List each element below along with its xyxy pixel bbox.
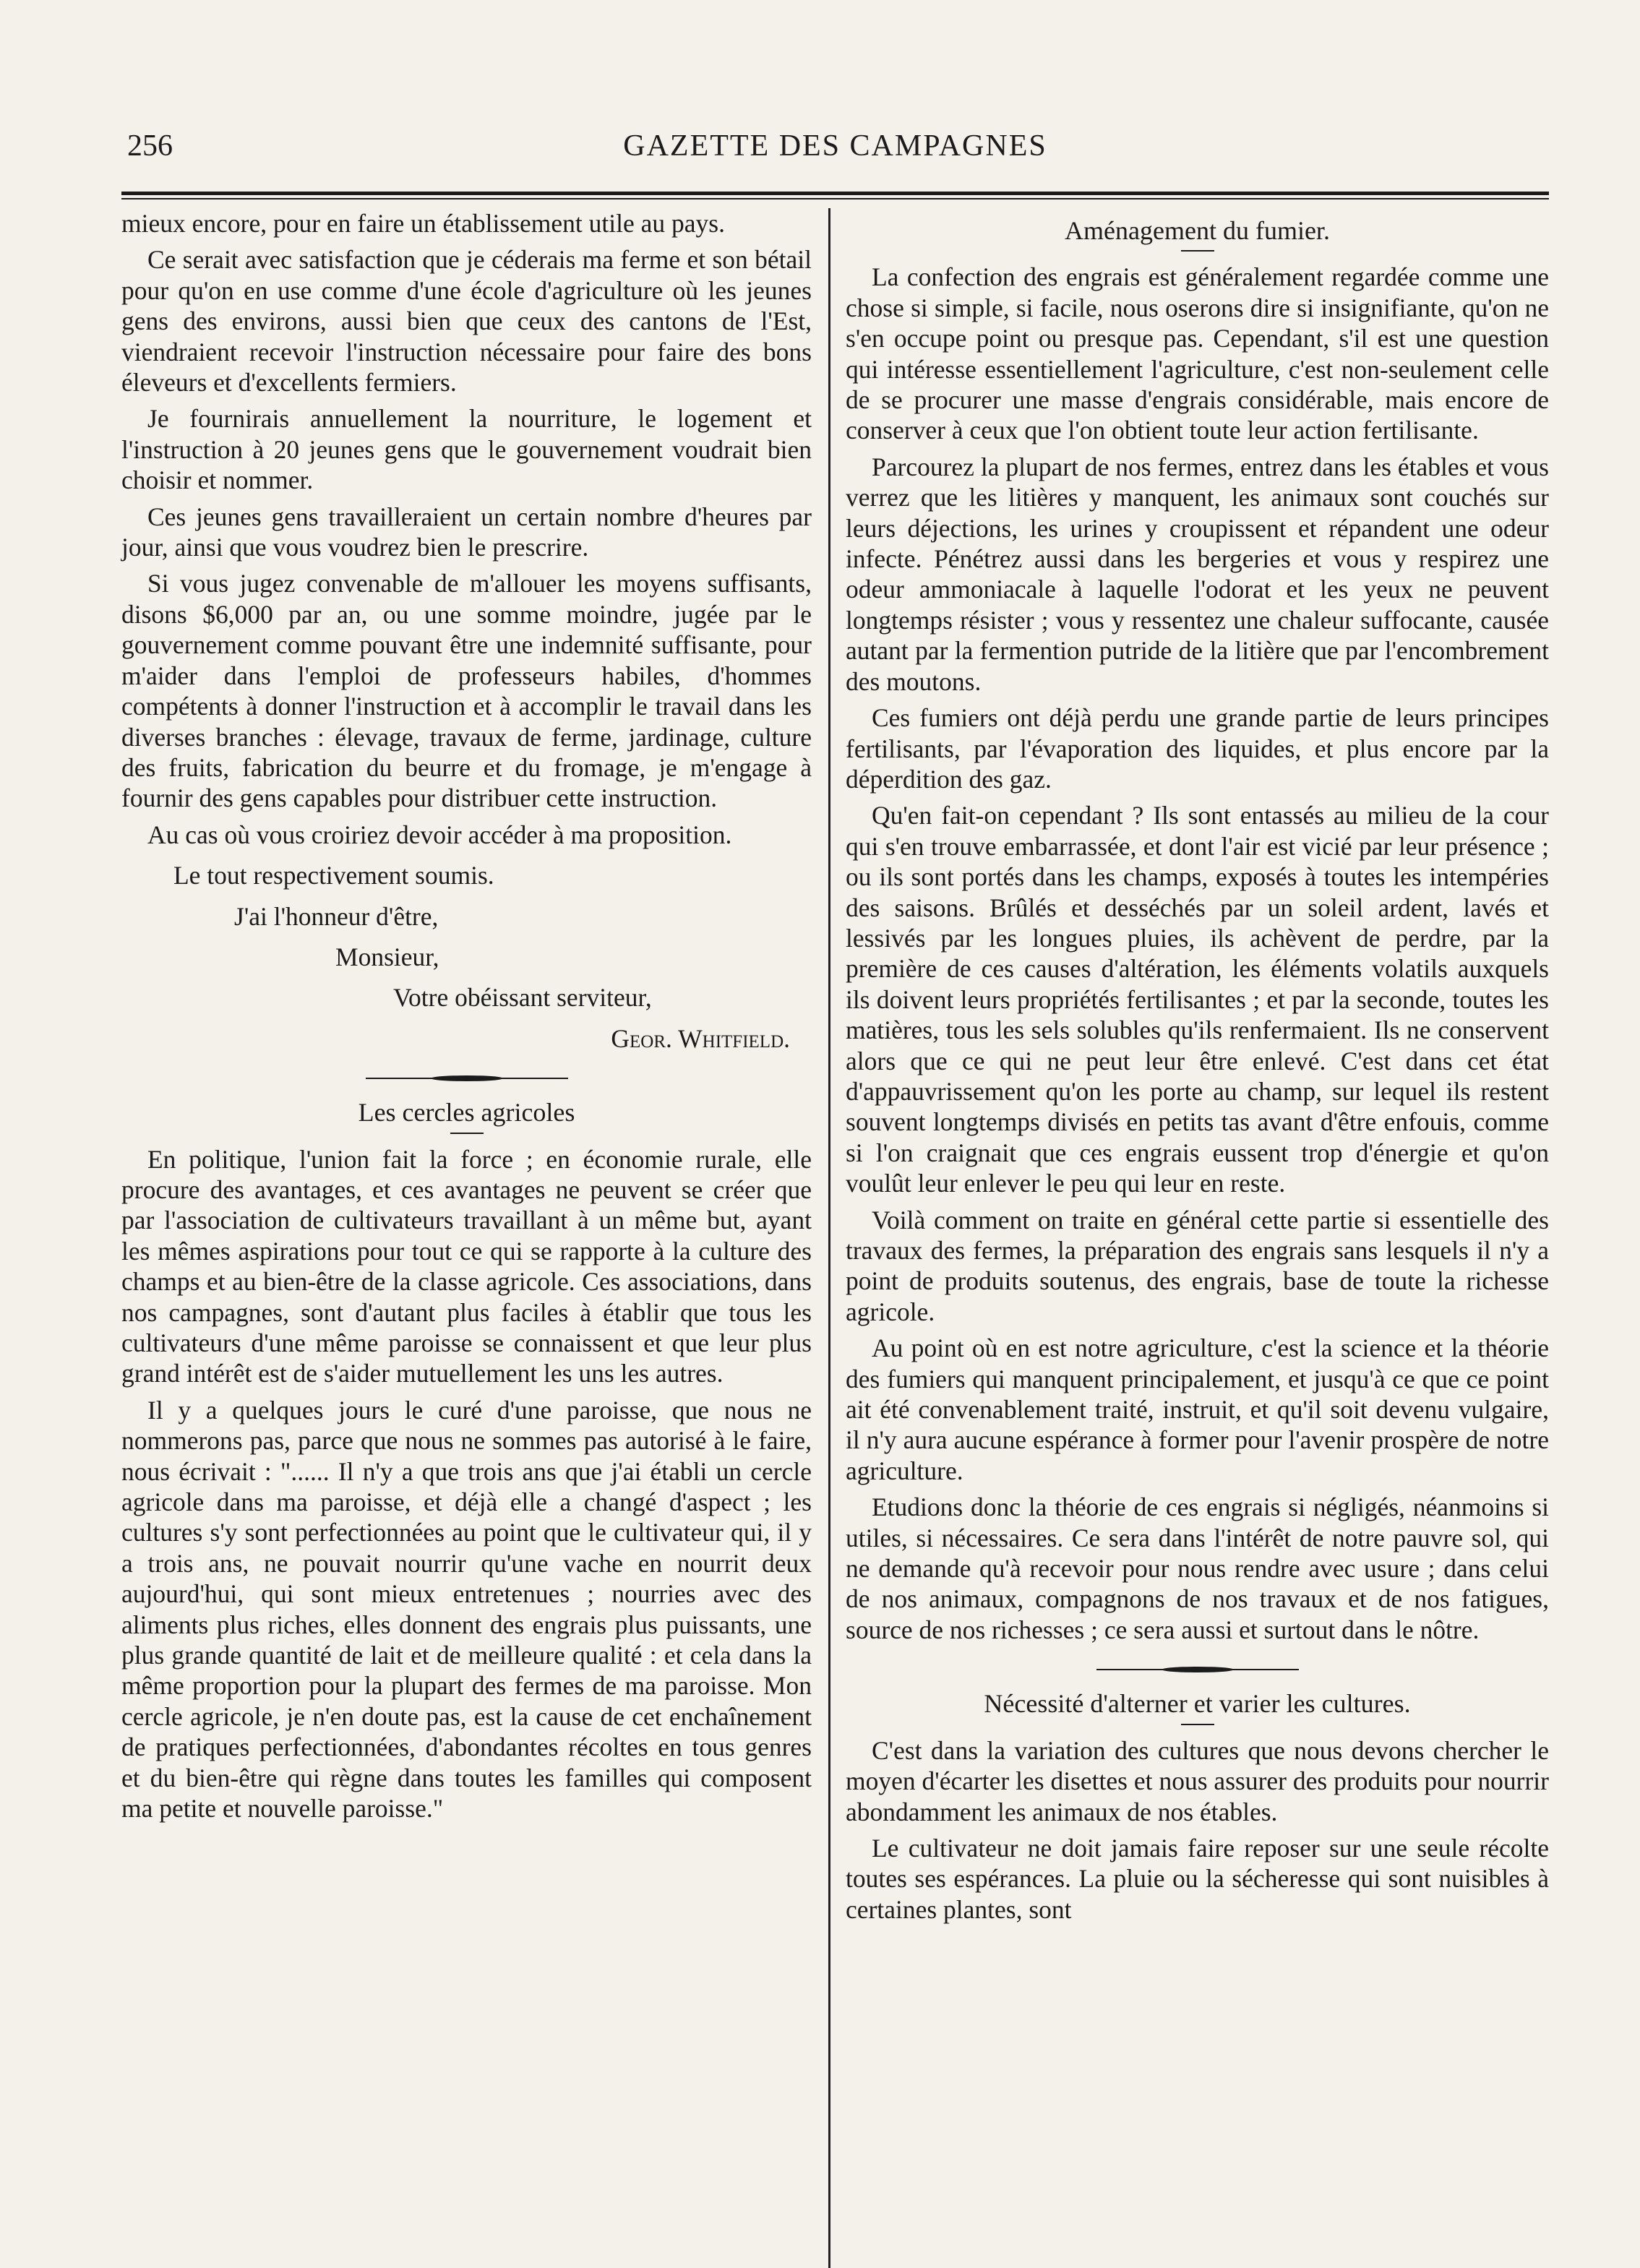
page-header [121, 123, 1549, 181]
paragraph: Au cas où vous croiriez devoir accéder à ma proposition. [147, 820, 732, 849]
title-dash [1181, 250, 1214, 252]
paragraph: mieux encore, pour en faire un établissement utile au pays. [121, 209, 725, 238]
paragraph: En politique, l'union fait la force ; en économie rurale, elle procure des avantages, et ces avantages ne peuvent se créer que par l'association de cultivateurs travaillant à un même but, ayant les mêmes aspirations pour tout ce qui se rapporte à la culture des champs et au bien-être de la classe agricole. Ces associations, dans nos campagnes, sont d'autant plus faciles à établir que tous les cultivateurs d'une même paroisse se connaissent et que leur plus grand intérêt est de s'aider mutuellement les uns les autres. [121, 1144, 812, 1388]
section-title: Aménagement du fumier. [1065, 216, 1330, 245]
newspaper-page [121, 123, 1549, 2219]
header-rule [121, 192, 1549, 195]
paragraph: Au point où en est notre agriculture, c'est la science et la théorie des fumiers qui manquent principalement, et jusqu'à ce que ce point ait été convenablement traité, instruit, et qu'il soit devenu vulgaire, il n'y aura aucune espérance à former pour l'avenir prospère de notre agriculture. [846, 1333, 1549, 1485]
closing-line: Votre obéissant serviteur, [393, 983, 652, 1013]
paragraph: Si vous jugez convenable de m'allouer les moyens suffisants, disons $6,000 par an, ou une somme moindre, jugée par le gouvernement comme pouvant être une indemnité suffisante, pour m'aider dans l'emploi de professeurs habiles, d'hommes compétents à donner l'instruction et à accomplir le travail dans les diverses branches : élevage, travaux de ferme, jardinage, culture des fruits, fabrication du beurre et du fromage, je m'engage à fournir des gens capables pour distribuer cette instruction. [121, 569, 812, 813]
paragraph: La confection des engrais est généralement regardée comme une chose si simple, si facile, nous oserons dire si insignifiante, qu'on ne s'en occupe point ou presque pas. Cependant, s'il est une question qui intéresse essentiellement l'agriculture, c'est non-seulement celle de se procurer une masse d'engrais considérable, mais encore de conserver à ceux que l'on obtient toute leur action fertilisante. [846, 262, 1549, 445]
paragraph: C'est dans la variation des cultures que nous devons chercher le moyen d'écarter les disettes et nous assurer des produits pour nourrir abondamment les animaux de nos étables. [846, 1735, 1549, 1826]
paragraph: Etudions donc la théorie de ces engrais si négligés, néanmoins si utiles, si nécessaires. Ce sera dans l'intérêt de notre pauvre sol, qui ne demande qu'à recevoir pour nous rendre avec usure ; dans celui de nos animaux, compagnons de nos travaux et de nos fatigues, source de nos richesses ; ce sera aussi et surtout dans le nôtre. [846, 1492, 1549, 1644]
paragraph: Ces fumiers ont déjà perdu une grande partie de leurs principes fertilisants, par l'évaporation des liquides, et plus encore par la déperdition des gaz. [846, 703, 1549, 794]
paragraph: Voilà comment on traite en général cette partie si essentielle des travaux des fermes, la préparation des engrais sans lesquels il n'y a point de produits soutenus, des engrais, base de toute la richesse agricole. [846, 1205, 1549, 1326]
title-dash [450, 1133, 484, 1134]
section-title: Nécessité d'alterner et varier les cultures. [984, 1689, 1411, 1719]
paragraph: Ces jeunes gens travailleraient un certain nombre d'heures par jour, ainsi que vous voudrez bien le prescrire. [121, 502, 812, 562]
paragraph: Qu'en fait-on cependant ? Ils sont entassés au milieu de la cour qui s'en trouve embarrassée, et dont l'air est vicié par leur présence ; ou ils sont portés dans les champs, exposés à toutes les intempéries des saisons. Brûlés et desséchés par un soleil ardent, lavés et lessivés par les longues pluies, ils achèvent de perdre, par la première de ces causes d'altération, les éléments volatils auxquels ils doivent leurs propriétés fertilisantes ; et par la seconde, toutes les matières, tous les sels solubles qu'ils renfermaient. Ils ne conservent alors que ce qui ne peut leur être enlevé. C'est dans cet état d'appauvrissement qu'on les porte au champ, sur lequel ils restent souvent longtemps divisés en petits tas avant d'être enfouis, comme si l'on craignait que ces engrais eussent trop d'énergie et qu'on voulût leur enlever le peu qui leur en reste. [846, 801, 1549, 1198]
paragraph: Parcourez la plupart de nos fermes, entrez dans les étables et vous verrez que les litières y manquent, les animaux sont couchés sur leurs déjections, les urines y croupissent et répandent une odeur infecte. Pénétrez aussi dans les bergeries et vous y respirez une odeur ammoniacale à laquelle l'odorat et les yeux ne peuvent longtemps résister ; vous y ressentez une chaleur suffocante, causée autant par la fermention putride de la litière que par l'encombrement des moutons. [846, 452, 1549, 696]
section-separator [1096, 1667, 1299, 1672]
right-column [846, 208, 1549, 2219]
section-title: Les cercles agricoles [358, 1098, 575, 1127]
paragraph: Le cultivateur ne doit jamais faire reposer sur une seule récolte toutes ses espérances. La pluie ou la sécheresse qui sont nuisibles à certaines plantes, sont [846, 1833, 1549, 1924]
paragraph: Je fournirais annuellement la nourriture, le logement et l'instruction à 20 jeunes gens que le gouvernement voudrait bien choisir et nommer. [121, 404, 812, 495]
page-number: 256 [127, 129, 173, 163]
header-rule-thin [121, 198, 1549, 199]
closing-line: Le tout respectivement soumis. [173, 861, 494, 890]
running-title: GAZETTE DES CAMPAGNES [623, 129, 1047, 163]
signature: Geor. Whitfield. [611, 1023, 790, 1053]
closing-line: Monsieur, [335, 942, 439, 971]
closing-line: J'ai l'honneur d'être, [234, 901, 439, 931]
paragraph: Il y a quelques jours le curé d'une paroisse, que nous ne nommerons pas, parce que nous ne sommes pas autorisé à le faire, nous écrivait : "...... Il n'y a que trois ans que j'ai établi un cercle agricole dans ma paroisse, et déjà elle a changé d'aspect ; les cultures s'y sont perfectionnées au point que le cultivateur qui, il y a trois ans, ne pouvait nourrir qu'une vache en nourrit deux aujourd'hui, qui sont mieux entretenues ; nourries avec des aliments plus riches, elles donnent des engrais plus puissants, une plus grande quantité de lait et de meilleure qualité : et cela dans la même proportion pour la plupart des fermes de ma paroisse. Mon cercle agricole, je n'en doute pas, est la cause de cet enchaînement de pratiques perfectionnées, d'abondantes récoltes en tous genres et du bien-être qui règne dans toutes les familles qui composent ma petite et nouvelle paroisse." [121, 1395, 812, 1824]
left-column [121, 208, 812, 2219]
text-columns [121, 208, 1549, 2219]
title-dash [1181, 1724, 1214, 1725]
column-divider [828, 208, 830, 2268]
paragraph: Ce serait avec satisfaction que je céderais ma ferme et son bétail pour qu'on en use comme d'une école d'agriculture où les jeunes gens des environs, aussi bien que ceux des cantons de l'Est, viendraient recevoir l'instruction nécessaire pour faire des bons éleveurs et d'excellents fermiers. [121, 245, 812, 398]
section-separator [366, 1075, 568, 1081]
